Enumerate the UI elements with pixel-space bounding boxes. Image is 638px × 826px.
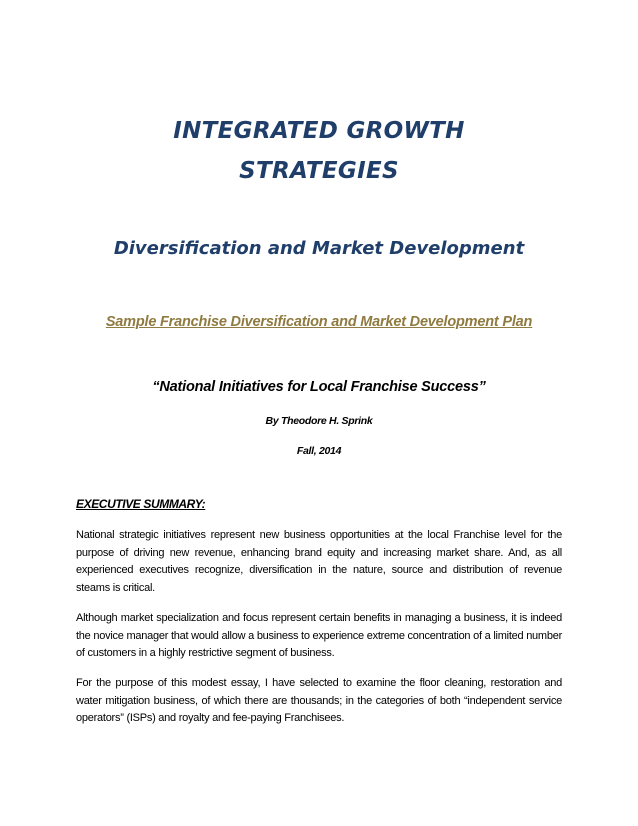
document-title-line-1: INTEGRATED GROWTH xyxy=(173,118,465,144)
summary-paragraph-2: Although market specialization and focus represent certain benefits in managing a business, it is indeed the novice manager that would allow a business to experience extreme concentration of a limited number of customers in a highly restrictive segment of business. xyxy=(76,612,562,659)
initiative-title: “National Initiatives for Local Franchise Success” xyxy=(152,379,486,395)
publication-date: Fall, 2014 xyxy=(296,445,342,457)
author-byline: By Theodore H. Sprink xyxy=(265,415,373,427)
document-subtitle: Diversification and Market Development xyxy=(113,238,525,259)
summary-paragraph-3: For the purpose of this modest essay, I have selected to examine the floor cleaning, restoration and water mitigation business, of which there are thousands; in the categories of both “independent service operators” (ISPs) and royalty and fee-paying Franchisees. xyxy=(76,677,562,724)
document-title-line-2: STRATEGIES xyxy=(239,158,399,184)
plan-title: Sample Franchise Diversification and Market Development Plan xyxy=(105,314,533,330)
executive-summary-heading: EXECUTIVE SUMMARY: xyxy=(76,497,206,511)
summary-paragraph-1: National strategic initiatives represent new business opportunities at the local Franchise level for the purpose of driving new revenue, enhancing brand equity and increasing market share. And, as all experienced executives recognize, diversification in the nature, source and distribution of revenue steams is critical. xyxy=(76,529,562,594)
